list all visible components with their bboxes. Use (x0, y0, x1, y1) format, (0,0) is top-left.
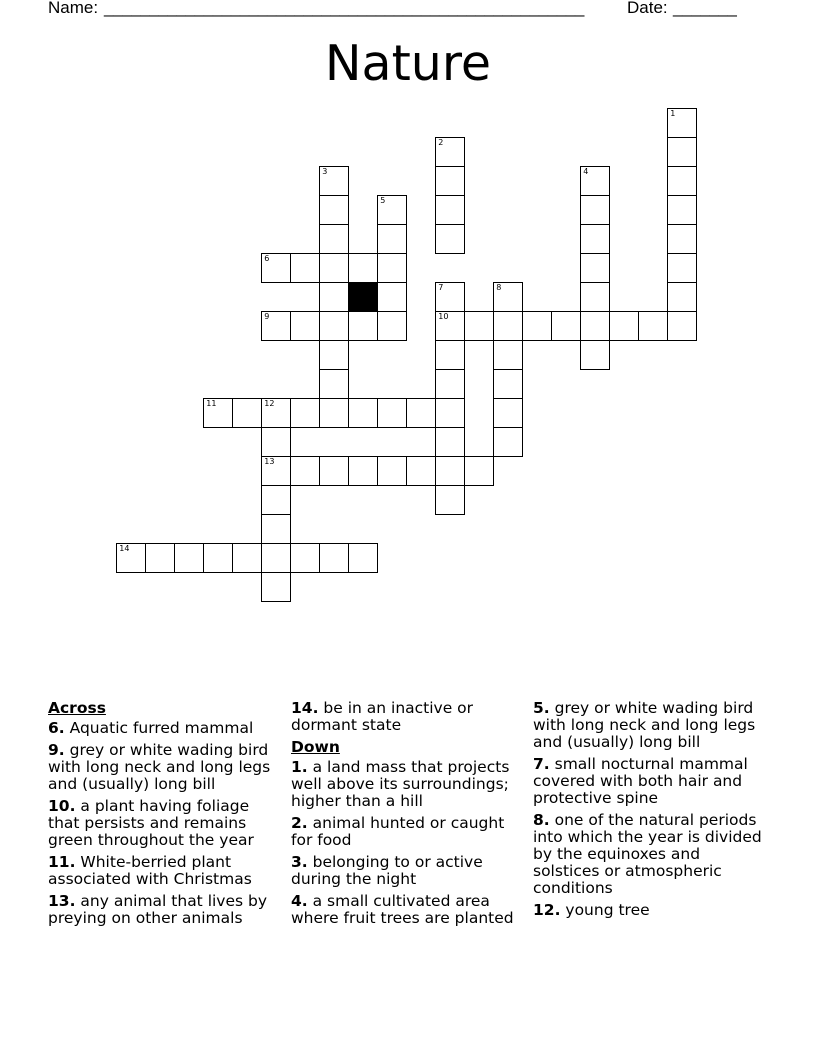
cell-number: 2 (438, 138, 444, 148)
clue-number: 1. (291, 758, 308, 776)
grid-cell[interactable] (493, 282, 523, 312)
clue-down-7 (533, 756, 769, 807)
clue-across-14 (291, 700, 523, 734)
grid-cell[interactable] (261, 253, 291, 283)
clue-down-2 (291, 815, 523, 849)
grid-cell[interactable] (319, 456, 349, 486)
grid-cell[interactable] (464, 456, 494, 486)
grid-cell[interactable] (667, 137, 697, 167)
grid-cell[interactable] (319, 224, 349, 254)
grid-cell[interactable] (377, 398, 407, 428)
grid-cell[interactable] (261, 311, 291, 341)
grid-cell[interactable] (319, 195, 349, 225)
grid-cell[interactable] (435, 427, 465, 457)
cell-number: 14 (119, 544, 130, 554)
grid-cell[interactable] (435, 224, 465, 254)
grid-cell[interactable] (261, 485, 291, 515)
down-heading: Down (291, 738, 340, 756)
grid-cell[interactable] (290, 456, 320, 486)
clue-text: Aquatic furred mammal (69, 719, 254, 737)
grid-cell[interactable] (406, 398, 436, 428)
grid-cell[interactable] (638, 311, 668, 341)
clue-number: 3. (291, 853, 308, 871)
grid-cell[interactable] (377, 456, 407, 486)
grid-cell[interactable] (580, 282, 610, 312)
clue-across-11 (48, 854, 280, 888)
puzzle-title: Nature (324, 35, 492, 92)
grid-cell[interactable] (290, 311, 320, 341)
grid-cell[interactable] (493, 427, 523, 457)
name-label: Name: (48, 0, 99, 17)
grid-cell[interactable] (348, 253, 378, 283)
grid-cell[interactable] (667, 224, 697, 254)
clue-text: be in an inactive or dormant state (291, 699, 474, 734)
grid-cell[interactable] (435, 282, 465, 312)
grid-cell[interactable] (377, 311, 407, 341)
grid-cell[interactable] (377, 195, 407, 225)
cell-number: 4 (583, 167, 589, 177)
grid-cell[interactable] (232, 398, 262, 428)
clue-text: small nocturnal mammal covered with both hair and protective spine (533, 755, 748, 807)
grid-cell[interactable] (203, 543, 233, 573)
clue-number: 14. (291, 699, 319, 717)
clue-text: one of the natural periods into which the year is divided by the equinoxes and solstices or atmospheric conditions (533, 811, 762, 897)
grid-cell[interactable] (435, 311, 465, 341)
cell-number: 13 (264, 457, 275, 467)
clue-number: 9. (48, 741, 65, 759)
clue-number: 2. (291, 814, 308, 832)
grid-cell[interactable] (261, 398, 291, 428)
clue-number: 13. (48, 892, 76, 910)
grid-cell[interactable] (145, 543, 175, 573)
clue-text: grey or white wading bird with long neck and long legs and (usually) long bill (533, 699, 756, 751)
grid-cell[interactable] (435, 398, 465, 428)
grid-cell[interactable] (609, 311, 639, 341)
grid-cell[interactable] (435, 340, 465, 370)
clues-column-3 (533, 700, 769, 924)
clue-number: 10. (48, 797, 76, 815)
date-field[interactable]: _______ (673, 0, 737, 17)
grid-cell[interactable] (116, 543, 146, 573)
cell-number: 10 (438, 312, 449, 322)
date-label: Date: (627, 0, 668, 17)
cell-number: 1 (670, 109, 676, 119)
clue-text: young tree (565, 901, 650, 919)
grid-cell[interactable] (551, 311, 581, 341)
clue-number: 7. (533, 755, 550, 773)
clue-number: 11. (48, 853, 76, 871)
cell-number: 3 (322, 167, 328, 177)
grid-cell[interactable] (464, 311, 494, 341)
clue-number: 4. (291, 892, 308, 910)
grid-cell[interactable] (319, 311, 349, 341)
grid-cell[interactable] (580, 340, 610, 370)
grid-cell[interactable] (348, 543, 378, 573)
grid-cell[interactable] (319, 340, 349, 370)
clue-text: a plant having foliage that persists and remains green throughout the year (48, 797, 254, 849)
across-heading: Across (48, 699, 106, 717)
clue-number: 5. (533, 699, 550, 717)
grid-cell[interactable] (174, 543, 204, 573)
grid-cell[interactable] (377, 282, 407, 312)
grid-cell[interactable] (290, 398, 320, 428)
clue-across-13 (48, 893, 280, 927)
clue-text: a small cultivated area where fruit trees are planted (291, 892, 514, 927)
grid-cell[interactable] (319, 282, 349, 312)
grid-cell[interactable] (348, 311, 378, 341)
clue-across-9 (48, 742, 280, 793)
grid-cell[interactable] (203, 398, 233, 428)
clue-text: grey or white wading bird with long neck and long legs and (usually) long bill (48, 741, 271, 793)
grid-cell[interactable] (522, 311, 552, 341)
cell-number: 12 (264, 399, 275, 409)
clues-column-2 (291, 700, 523, 932)
grid-cell[interactable] (319, 398, 349, 428)
grid-cell[interactable] (580, 253, 610, 283)
cell-number: 9 (264, 312, 270, 322)
cell-number: 8 (496, 283, 502, 293)
name-field[interactable]: _____________________________________________________ (104, 0, 584, 17)
grid-cell[interactable] (290, 253, 320, 283)
cell-number: 7 (438, 283, 444, 293)
clue-number: 12. (533, 901, 561, 919)
grid-cell[interactable] (493, 340, 523, 370)
grid-cell[interactable] (290, 543, 320, 573)
clues-column-1 (48, 700, 280, 932)
clue-text: animal hunted or caught for food (291, 814, 505, 849)
grid-cell[interactable] (580, 166, 610, 196)
grid-cell[interactable] (435, 195, 465, 225)
blocked-cell (348, 282, 378, 312)
grid-cell[interactable] (493, 398, 523, 428)
grid-cell[interactable] (261, 572, 291, 602)
grid-cell[interactable] (377, 224, 407, 254)
grid-cell[interactable] (667, 253, 697, 283)
grid-cell[interactable] (319, 543, 349, 573)
grid-cell[interactable] (232, 543, 262, 573)
cell-number: 5 (380, 196, 386, 206)
grid-cell[interactable] (667, 166, 697, 196)
clue-down-12 (533, 902, 769, 919)
grid-cell[interactable] (319, 253, 349, 283)
cell-number: 6 (264, 254, 270, 264)
grid-cell[interactable] (667, 195, 697, 225)
grid-cell[interactable] (493, 311, 523, 341)
clue-down-1 (291, 759, 523, 810)
clue-text: any animal that lives by preying on other animals (48, 892, 268, 927)
grid-cell[interactable] (261, 514, 291, 544)
grid-cell[interactable] (406, 456, 436, 486)
grid-cell[interactable] (435, 485, 465, 515)
grid-cell[interactable] (667, 282, 697, 312)
clue-number: 8. (533, 811, 550, 829)
grid-cell[interactable] (580, 195, 610, 225)
clue-down-4 (291, 893, 523, 927)
clue-number: 6. (48, 719, 65, 737)
grid-cell[interactable] (667, 311, 697, 341)
clue-down-8 (533, 812, 769, 897)
grid-cell[interactable] (435, 456, 465, 486)
grid-cell[interactable] (319, 369, 349, 399)
clue-down-3 (291, 854, 523, 888)
clue-text: belonging to or active during the night (291, 853, 483, 888)
grid-cell[interactable] (493, 369, 523, 399)
grid-cell[interactable] (377, 253, 407, 283)
grid-cell[interactable] (435, 369, 465, 399)
grid-cell[interactable] (348, 398, 378, 428)
grid-cell[interactable] (580, 311, 610, 341)
clue-down-5 (533, 700, 769, 751)
grid-cell[interactable] (261, 427, 291, 457)
grid-cell[interactable] (435, 166, 465, 196)
grid-cell[interactable] (580, 224, 610, 254)
clue-text: a land mass that projects well above its surroundings; higher than a hill (291, 758, 510, 810)
clue-text: White-berried plant associated with Christmas (48, 853, 252, 888)
clue-across-6 (48, 720, 280, 737)
grid-cell[interactable] (435, 137, 465, 167)
grid-cell[interactable] (261, 456, 291, 486)
grid-cell[interactable] (348, 456, 378, 486)
grid-cell[interactable] (261, 543, 291, 573)
grid-cell[interactable] (319, 166, 349, 196)
cell-number: 11 (206, 399, 217, 409)
grid-cell[interactable] (667, 108, 697, 138)
clue-across-10 (48, 798, 280, 849)
